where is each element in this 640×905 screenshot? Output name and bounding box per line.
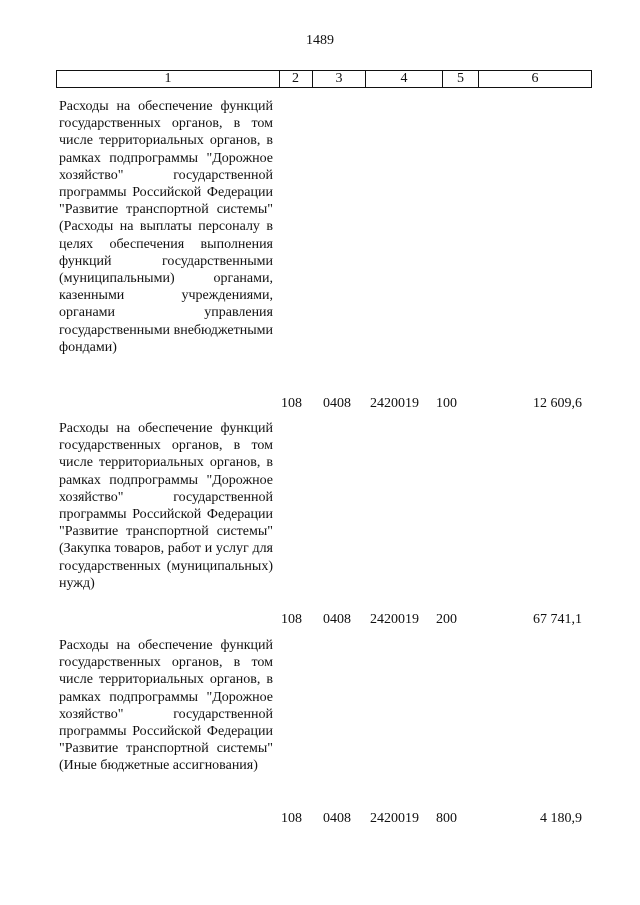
header-col-1: 1 — [56, 70, 280, 88]
row-expense-type: 800 — [436, 811, 457, 826]
header-col-3: 3 — [313, 70, 366, 88]
row-section: 0408 — [323, 612, 351, 627]
row-code: 108 — [281, 811, 302, 826]
row-expense-type: 200 — [436, 612, 457, 627]
header-col-4: 4 — [366, 70, 443, 88]
row-target: 2420019 — [370, 612, 419, 627]
row-target: 2420019 — [370, 811, 419, 826]
table-row — [56, 98, 592, 418]
row-description: Расходы на обеспечение функций государственных органов, в том числе территориальных органов, в рамках подпрограммы "Дорожное хозяйство" государственной программы Российской Федерации "Развитие транспортной системы" (Иные бюджетные ассигнования) — [59, 638, 273, 774]
page-number: 1489 — [306, 33, 334, 48]
row-section: 0408 — [323, 811, 351, 826]
row-expense-type: 100 — [436, 396, 457, 411]
row-sum: 4 180,9 — [540, 811, 582, 826]
row-target: 2420019 — [370, 396, 419, 411]
table-header — [56, 70, 592, 88]
header-col-5: 5 — [443, 70, 479, 88]
row-section: 0408 — [323, 396, 351, 411]
row-sum: 67 741,1 — [533, 612, 582, 627]
table-row — [56, 637, 592, 837]
row-description: Расходы на обеспечение функций государственных органов, в том числе территориальных органов, в рамках подпрограммы "Дорожное хозяйство" государственной программы Российской Федерации "Развитие транспортной системы" (Закупка товаров, работ и услуг для государственных (муниципальных) нужд) — [59, 421, 273, 591]
row-description: Расходы на обеспечение функций государственных органов, в том числе территориальных органов, в рамках подпрограммы "Дорожное хозяйство" государственной программы Российской Федерации "Развитие транспортной системы" (Расходы на выплаты персоналу в целях обеспечения выполнения функций государственными (муниципальными) органами, казенными учреждениями, органами управления государственными внебюджетными фондами) — [59, 99, 273, 355]
row-sum: 12 609,6 — [533, 396, 582, 411]
header-col-6: 6 — [479, 70, 592, 88]
table-row — [56, 420, 592, 630]
row-code: 108 — [281, 396, 302, 411]
row-code: 108 — [281, 612, 302, 627]
header-col-2: 2 — [279, 70, 313, 88]
